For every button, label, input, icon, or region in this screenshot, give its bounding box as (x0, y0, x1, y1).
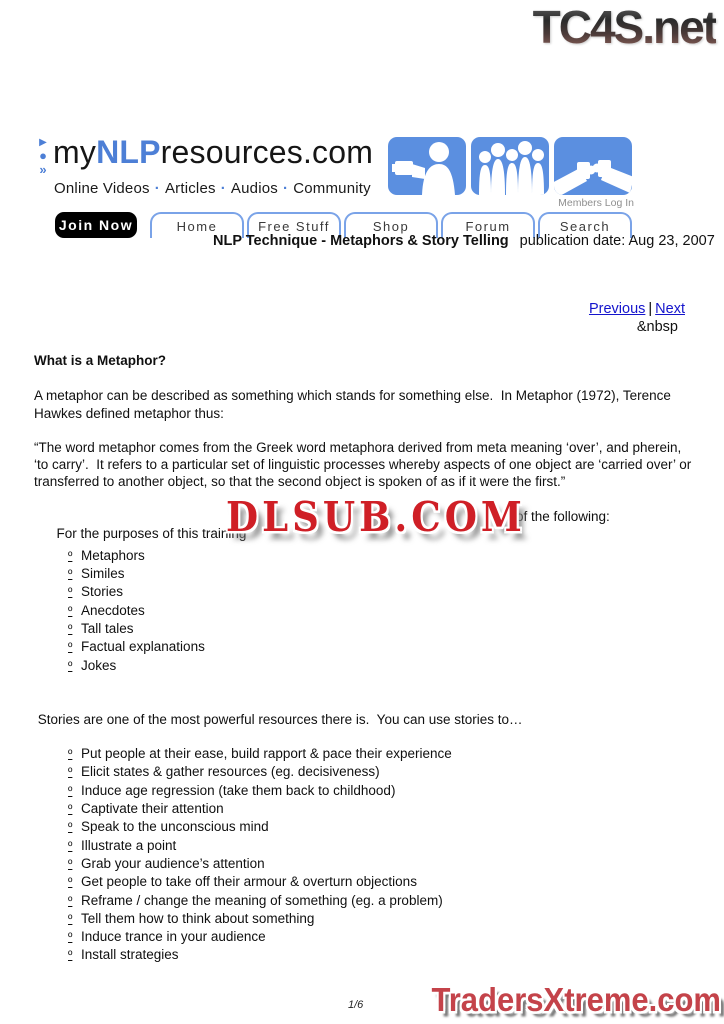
list-item (68, 910, 692, 928)
next-link[interactable]: Next (655, 301, 685, 317)
ordinal-bullet-icon: º (68, 875, 73, 890)
tagline-separator: · (220, 180, 226, 197)
tagline-separator: · (154, 180, 160, 197)
list-item-label: Elicit states & gather resources (eg. decisiveness) (81, 764, 380, 780)
tab-free-stuff[interactable]: Free Stuff (247, 212, 341, 238)
list-item (68, 565, 692, 583)
list-item-label: Install strategies (81, 947, 179, 963)
list-item (68, 638, 692, 656)
list-item (68, 873, 692, 891)
list-item-label: Grab your audience’s attention (81, 855, 265, 871)
people-group-icon (471, 137, 549, 195)
ordinal-bullet-icon: º (68, 603, 73, 618)
previous-link[interactable]: Previous (588, 301, 646, 317)
list-item-label: Captivate their attention (81, 801, 224, 817)
paragraph: A metaphor can be described as something which stands for something else. In Metaphor (1972), Terence Hawkes defined metaphor thus: (34, 388, 675, 421)
list-item-label: Stories (81, 584, 124, 600)
join-now-button[interactable]: Join Now (55, 212, 137, 238)
play-icon: ▶ (39, 137, 47, 148)
list-item-label: Similes (81, 566, 125, 582)
list-item-label: Induce age regression (take them back to childhood) (81, 782, 396, 798)
ordinal-bullet-icon: º (68, 820, 73, 835)
ordinal-bullet-icon: º (68, 948, 73, 963)
list-item (68, 602, 692, 620)
dot-icon: ● (39, 148, 47, 163)
chevrons-icon: » (39, 162, 47, 177)
article-title: NLP Technique - Metaphors & Story Telling (213, 233, 509, 249)
logo-nlp-text: NLP (96, 134, 161, 170)
ordinal-bullet-icon: º (68, 658, 73, 673)
ordinal-bullet-icon: º (68, 911, 73, 926)
paragraph-right-fragment: of the following: (516, 508, 610, 524)
camera-person-icon (388, 137, 466, 195)
tc4s-watermark: TC4S.net (532, 1, 716, 53)
pager (589, 301, 685, 317)
list-item (68, 928, 692, 946)
article-body (34, 352, 696, 965)
puzzle-thumbnail-image (554, 137, 632, 195)
ordinal-bullet-icon: º (68, 640, 73, 655)
article-title-line (213, 233, 715, 249)
ordinal-bullet-icon: º (68, 930, 73, 945)
members-login-link[interactable]: Members Log In (558, 197, 634, 209)
dlsub-watermark: DLSUB.COM (226, 492, 526, 542)
logo-tagline: Online Videos · Articles · Audios · Community (54, 180, 371, 197)
ordinal-bullet-icon: º (68, 548, 73, 563)
list-item-label: Reframe / change the meaning of something (eg. a problem) (81, 892, 443, 908)
tab-home[interactable]: Home (150, 212, 244, 238)
metaphor-types-list (34, 547, 692, 675)
list-item (68, 818, 692, 836)
list-item (68, 800, 692, 818)
ordinal-bullet-icon: º (68, 802, 73, 817)
ordinal-bullet-icon: º (68, 567, 73, 582)
list-item-label: Induce trance in your audience (81, 929, 266, 945)
header-thumbnails (388, 137, 632, 195)
site-logo (33, 136, 373, 197)
list-item-label: Get people to take off their armour & overturn objections (81, 874, 417, 890)
list-item (68, 583, 692, 601)
list-item (68, 837, 692, 855)
logo-wordmark: myNLPresources.com (53, 134, 374, 170)
list-item (68, 745, 692, 763)
paragraph-left-fragment: For the purposes of this training (56, 526, 247, 542)
ordinal-bullet-icon: º (68, 893, 73, 908)
list-item-label: Speak to the unconscious mind (81, 819, 269, 835)
pager-separator: | (648, 301, 653, 317)
list-item (68, 620, 692, 638)
ordinal-bullet-icon: º (68, 856, 73, 871)
page-number: 1/6 (348, 999, 364, 1011)
nbsp-artifact-text: &nbsp (636, 319, 678, 335)
videos-thumbnail-image (388, 137, 466, 195)
list-item (68, 855, 692, 873)
ordinal-bullet-icon: º (68, 783, 73, 798)
publication-date: publication date: Aug 23, 2007 (519, 233, 715, 249)
ordinal-bullet-icon: º (68, 621, 73, 636)
list-item (68, 946, 692, 964)
list-item-label: Anecdotes (81, 602, 145, 618)
ordinal-bullet-icon: º (68, 585, 73, 600)
list-item (68, 892, 692, 910)
list-item (68, 547, 692, 565)
list-item (68, 763, 692, 781)
list-item-label: Illustrate a point (81, 837, 177, 853)
quote-paragraph: “The word metaphor comes from the Greek word metaphora derived from meta meaning ‘over’, and pherein, ‘to carry’. It refers to a particular set of linguistic processes whereby aspects of one object are ‘carried over’ or transferred to another object, so that the second object is spoken of as if it were the first.” (34, 439, 696, 490)
list-item-label: Factual explanations (81, 639, 205, 655)
ordinal-bullet-icon: º (68, 765, 73, 780)
puzzle-hands-icon (554, 137, 632, 195)
paragraph: Stories are one of the most powerful resources there is. You can use stories to… (34, 711, 523, 727)
community-thumbnail-image (471, 137, 549, 195)
tradersxtreme-watermark: TradersXtreme.com (431, 981, 721, 1019)
list-item (68, 657, 692, 675)
list-item-label: Metaphors (81, 547, 145, 563)
ordinal-bullet-icon: º (68, 838, 73, 853)
list-item-label: Jokes (81, 657, 117, 673)
section-heading: What is a Metaphor? (34, 353, 167, 368)
tab-forum[interactable]: Forum (441, 212, 535, 238)
tab-shop[interactable]: Shop (344, 212, 438, 238)
list-item (68, 782, 692, 800)
list-item-label: Put people at their ease, build rapport & pace their experience (81, 746, 452, 762)
list-item-label: Tell them how to think about something (81, 910, 315, 926)
tagline-separator: · (283, 180, 289, 197)
logo-media-icon (33, 138, 53, 176)
ordinal-bullet-icon: º (68, 747, 73, 762)
story-uses-list (34, 745, 692, 965)
list-item-label: Tall tales (81, 620, 134, 636)
tab-search[interactable]: Search (538, 212, 632, 238)
